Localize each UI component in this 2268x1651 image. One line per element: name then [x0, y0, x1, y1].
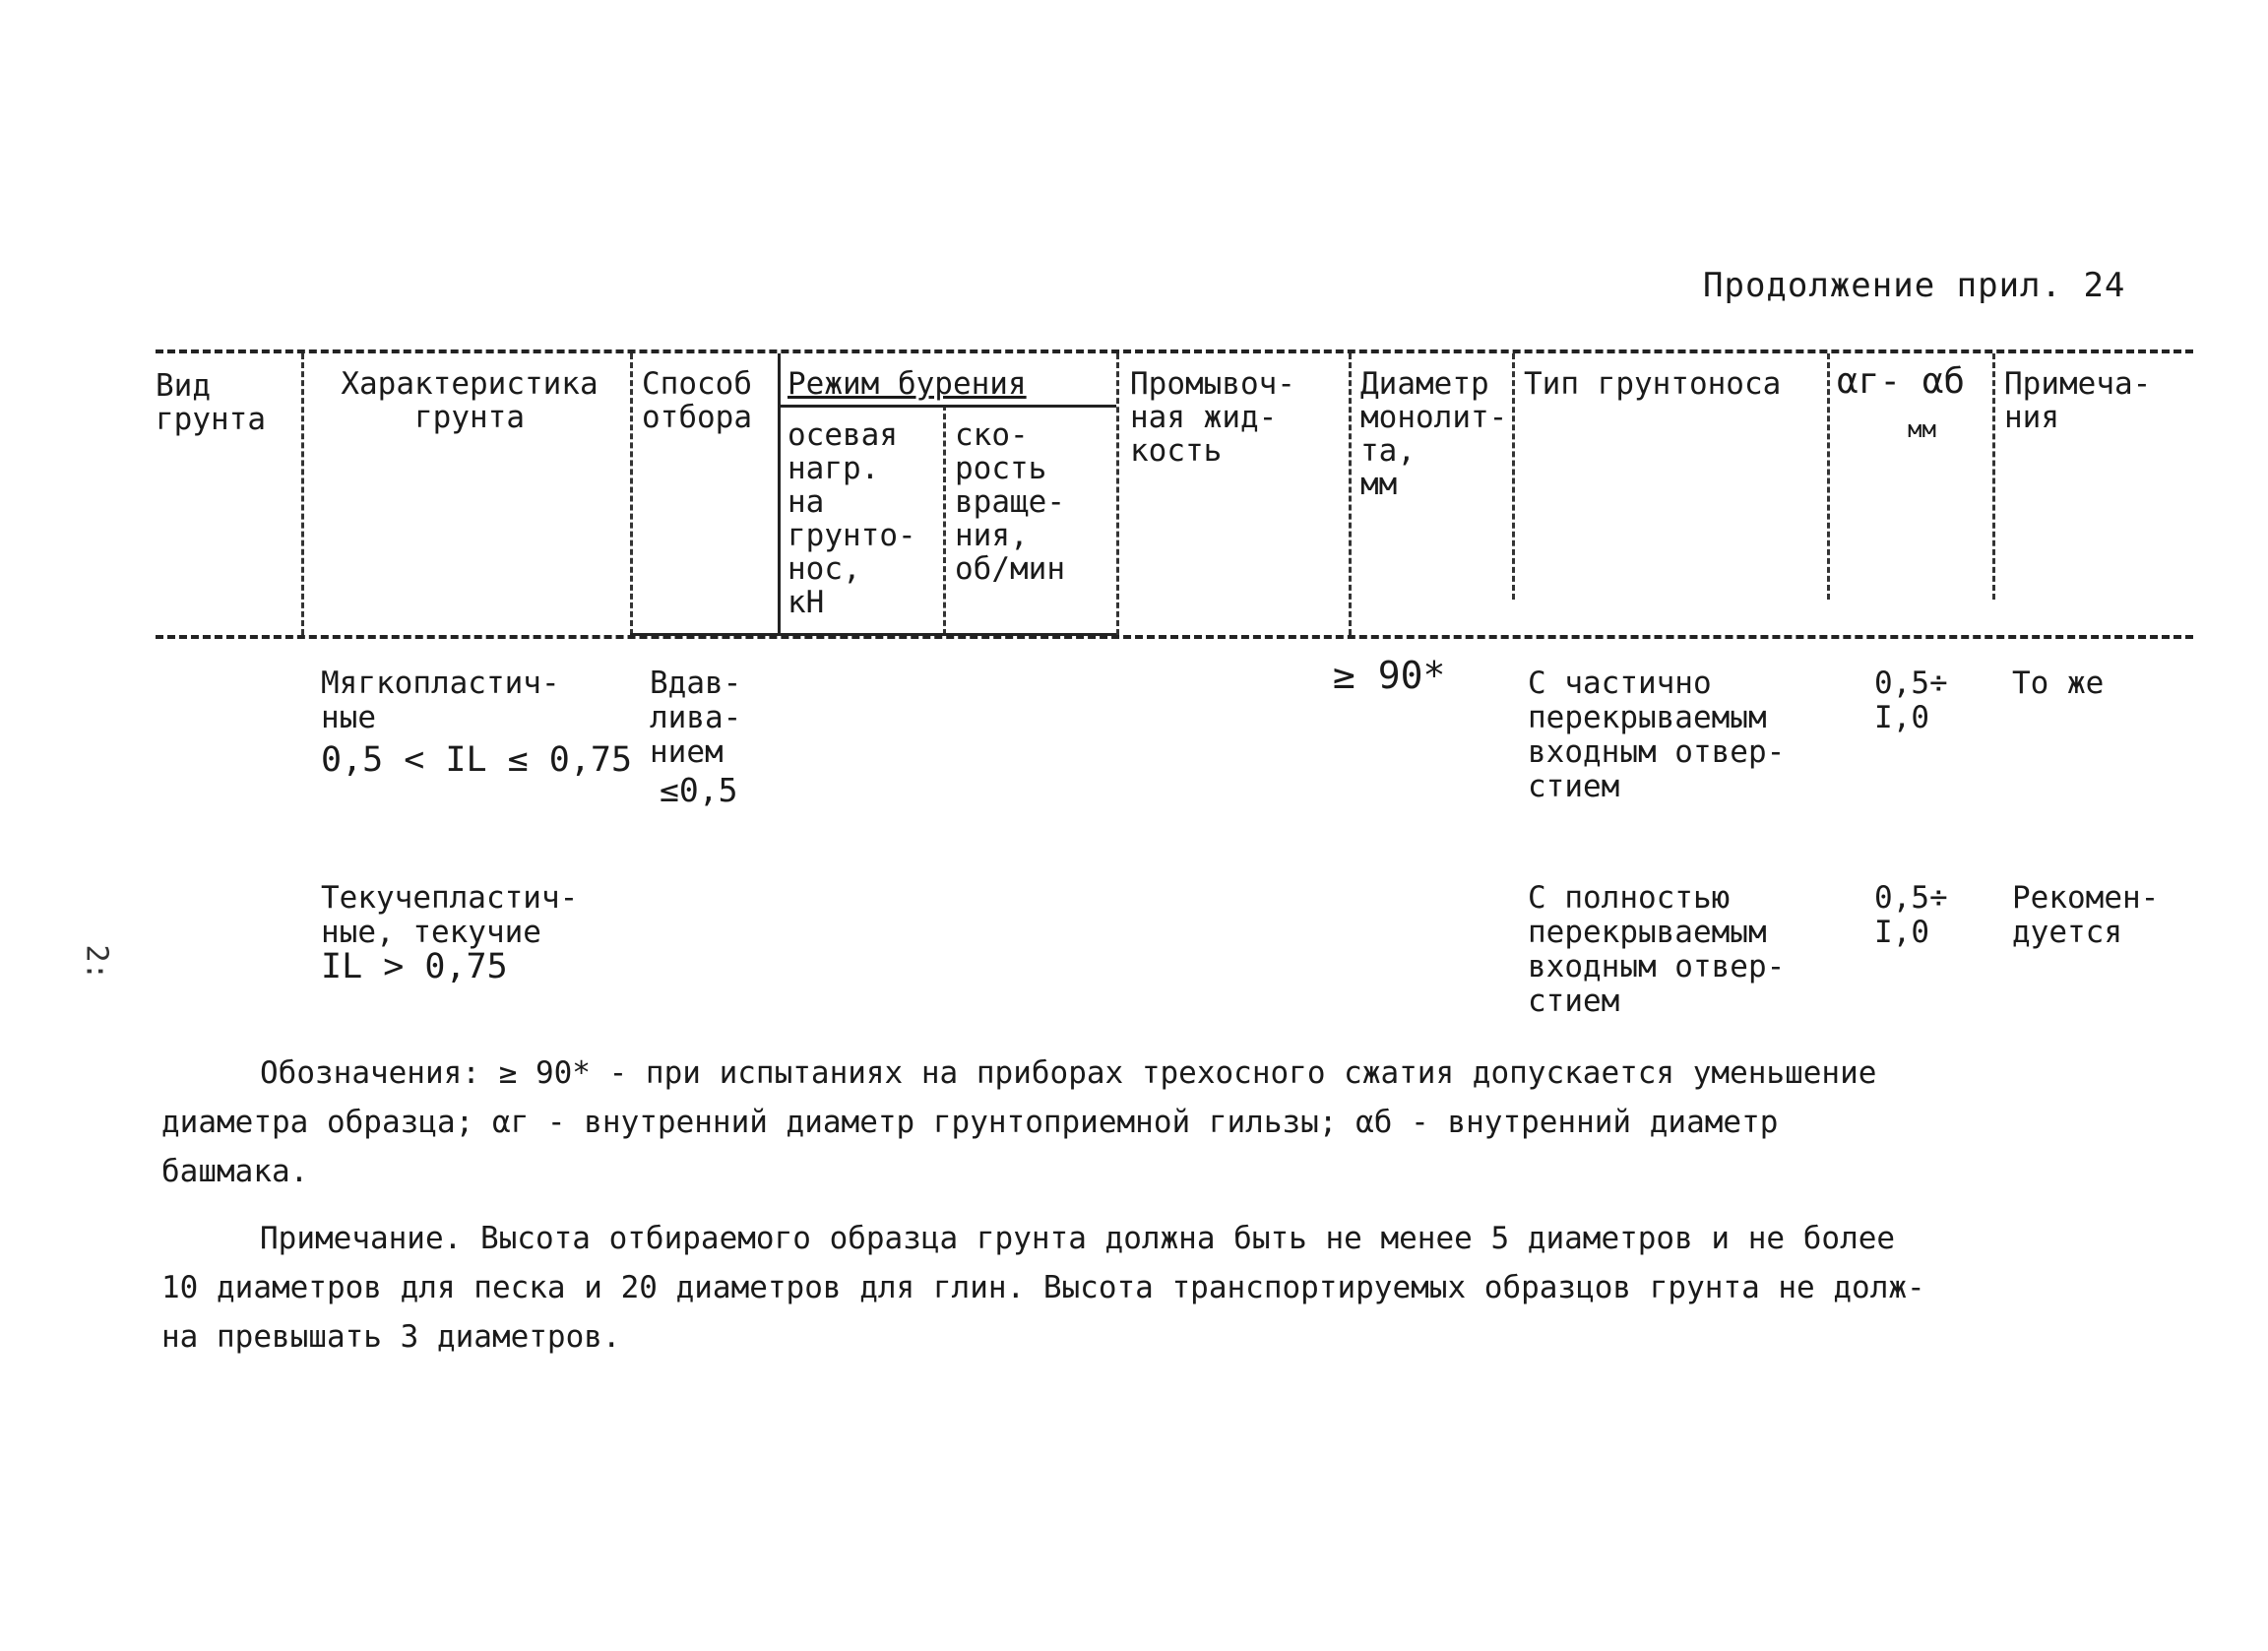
- remark-line-3: на превышать 3 диаметров.: [161, 1319, 621, 1355]
- row1-diff: 0,5÷ I,0: [1874, 666, 1948, 735]
- row2-characteristic: Текучепластич- ные, текучие: [321, 880, 579, 950]
- continuation-label: Продолжение прил. 24: [1703, 266, 2126, 305]
- row1-sampler: С частично перекрываемым входным отвер- стием: [1528, 666, 1786, 804]
- legend-line-2: диаметра образца; αг - внутренний диаметр грунтоприемной гильзы; αб - внутренний диаметр: [161, 1105, 1779, 1140]
- sampling-table: [156, 349, 2193, 1029]
- drilling-bottom-rule: [630, 633, 1116, 636]
- row2-note: Рекомен- дуется: [2012, 880, 2160, 950]
- col-divider: [301, 353, 304, 635]
- col-divider: [1116, 353, 1119, 635]
- row1-method: Вдав- лива- нием: [650, 666, 742, 770]
- side-page-number: 2:: [79, 944, 114, 981]
- header-sampling-method: Способ отбора: [642, 366, 752, 435]
- row1-note: То же: [2012, 666, 2105, 701]
- row2-sampler: С полностью перекрываемым входным отвер- стием: [1528, 880, 1786, 1019]
- col-divider: [1349, 353, 1352, 635]
- header-monolith-diameter: Диаметр монолит- та, мм: [1360, 366, 1508, 502]
- table-header-bottom-rule: [156, 635, 2193, 639]
- row1-diameter: ≥ 90*: [1333, 654, 1446, 697]
- legend-line-1: Обозначения: ≥ 90* - при испытаниях на приборах трехосного сжатия допускается уменьшение: [260, 1055, 1877, 1091]
- col-divider: [1512, 353, 1515, 600]
- row2-condition: IL > 0,75: [321, 947, 508, 986]
- header-notes: Примеча- ния: [2004, 366, 2152, 435]
- header-drilling-mode: Режим бурения: [788, 366, 1027, 402]
- row1-method-value: ≤0,5: [660, 771, 738, 809]
- header-soil-characteristic: Характеристика грунта: [341, 366, 598, 435]
- col-divider: [778, 353, 781, 635]
- header-sampler-type: Тип грунтоноса: [1524, 366, 1782, 402]
- header-flushing-fluid: Промывоч- ная жид- кость: [1130, 366, 1295, 469]
- col-divider: [1827, 353, 1830, 600]
- drilling-subheader-rule: [778, 405, 1116, 408]
- row1-characteristic: Мягкопластич- ные: [321, 666, 560, 735]
- table-top-rule: [156, 349, 2193, 353]
- header-diameter-diff: αг- αб: [1837, 361, 1966, 402]
- remark-line-1: Примечание. Высота отбираемого образца грунта должна быть не менее 5 диаметров и не более: [260, 1221, 1896, 1256]
- col-divider: [630, 353, 633, 635]
- remark-line-2: 10 диаметров для песка и 20 диаметров для глин. Высота транспортируемых образцов грунта не долж-: [161, 1270, 1925, 1305]
- header-axial-load: осевая нагр. на грунто- нос, кН: [788, 417, 916, 620]
- col-divider: [943, 405, 946, 635]
- header-diameter-diff-unit: мм: [1908, 415, 1936, 443]
- col-divider: [1992, 353, 1995, 600]
- header-rotation-speed: ско- рость враще- ния, об/мин: [955, 417, 1065, 587]
- row2-diff: 0,5÷ I,0: [1874, 880, 1948, 950]
- header-soil-type: Вид грунта: [156, 368, 266, 437]
- legend-line-3: башмака.: [161, 1154, 309, 1189]
- row1-condition: 0,5 < IL ≤ 0,75: [321, 740, 633, 780]
